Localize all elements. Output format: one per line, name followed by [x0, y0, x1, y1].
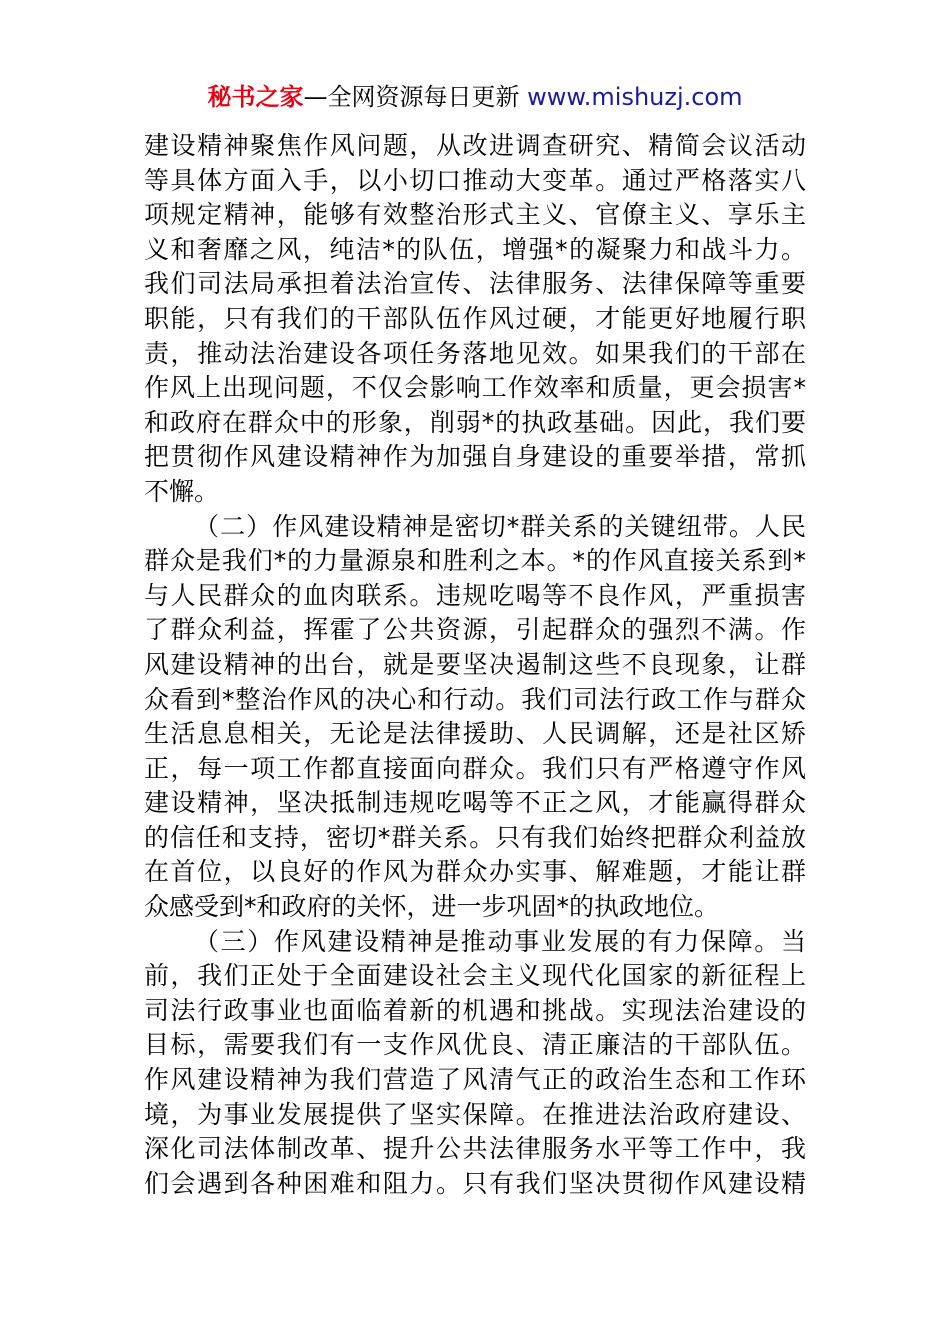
text-line: 建设精神，坚决抵制违规吃喝等不正之风，才能赢得群众: [144, 788, 806, 818]
text-line: 把贯彻作风建设精神作为加强自身建设的重要举措，常抓: [144, 442, 806, 472]
document-body: [144, 129, 806, 1201]
text-line: 群众是我们*的力量源泉和胜利之本。*的作风直接关系到*: [144, 546, 806, 576]
text-line: 项规定精神，能够有效整治形式主义、官僚主义、享乐主: [144, 200, 806, 230]
text-line: 义和奢靡之风，纯洁*的队伍，增强*的凝聚力和战斗力。: [144, 234, 806, 264]
text-line: 众感受到*和政府的关怀，进一步巩固*的执政地位。: [144, 892, 720, 922]
text-line: 我们司法局承担着法治宣传、法律服务、法律保障等重要: [144, 269, 806, 299]
header-tagline: —全网资源每日更新: [303, 83, 520, 111]
text-line: 职能，只有我们的干部队伍作风过硬，才能更好地履行职: [144, 303, 806, 333]
text-line: 作风建设精神为我们营造了风清气正的政治生态和工作环: [144, 1065, 806, 1095]
text-line: 正，每一项工作都直接面向群众。我们只有严格遵守作风: [144, 753, 806, 783]
text-line: 等具体方面入手，以小切口推动大变革。通过严格落实八: [144, 165, 806, 195]
text-line: 风建设精神的出台，就是要坚决遏制这些不良现象，让群: [144, 649, 806, 679]
text-line: 众看到*整治作风的决心和行动。我们司法行政工作与群众: [144, 684, 806, 714]
text-line: 境，为事业发展提供了坚实保障。在推进法治政府建设、: [144, 1099, 806, 1129]
text-line: 了群众利益，挥霍了公共资源，引起群众的强烈不满。作: [144, 615, 806, 645]
section-heading-line: （二）作风建设精神是密切*群关系的关键纽带。人民: [194, 511, 806, 541]
text-line: 前，我们正处于全面建设社会主义现代化国家的新征程上: [144, 961, 806, 991]
text-line: 生活息息相关，无论是法律援助、人民调解，还是社区矫: [144, 719, 806, 749]
text-line: 目标，需要我们有一支作风优良、清正廉洁的干部队伍。: [144, 1030, 806, 1060]
brand-name: 秘书之家: [207, 83, 304, 111]
text-line: 们会遇到各种困难和阻力。只有我们坚决贯彻作风建设精: [144, 1168, 806, 1198]
text-line: 司法行政事业也面临着新的机遇和挑战。实现法治建设的: [144, 995, 806, 1025]
text-line: 不懈。: [144, 476, 220, 506]
text-line: 在首位，以良好的作风为群众办实事、解难题，才能让群: [144, 857, 806, 887]
text-line: 和政府在群众中的形象，削弱*的执政基础。因此，我们要: [144, 407, 806, 437]
text-line: 的信任和支持，密切*群关系。只有我们始终把群众利益放: [144, 822, 806, 852]
text-line: 建设精神聚焦作风问题，从改进调查研究、精简会议活动: [144, 131, 806, 160]
site-url-link[interactable]: www.mishuzj.com: [527, 83, 743, 111]
section-heading-line: （三）作风建设精神是推动事业发展的有力保障。当: [194, 926, 806, 956]
text-line: 深化司法体制改革、提升公共法律服务水平等工作中，我: [144, 1134, 806, 1164]
text-line: 作风上出现问题，不仅会影响工作效率和质量，更会损害*: [144, 373, 806, 403]
page-header: [0, 80, 950, 114]
text-line: 责，推动法治建设各项任务落地见效。如果我们的干部在: [144, 338, 806, 368]
text-line: 与人民群众的血肉联系。违规吃喝等不良作风，严重损害: [144, 580, 806, 610]
